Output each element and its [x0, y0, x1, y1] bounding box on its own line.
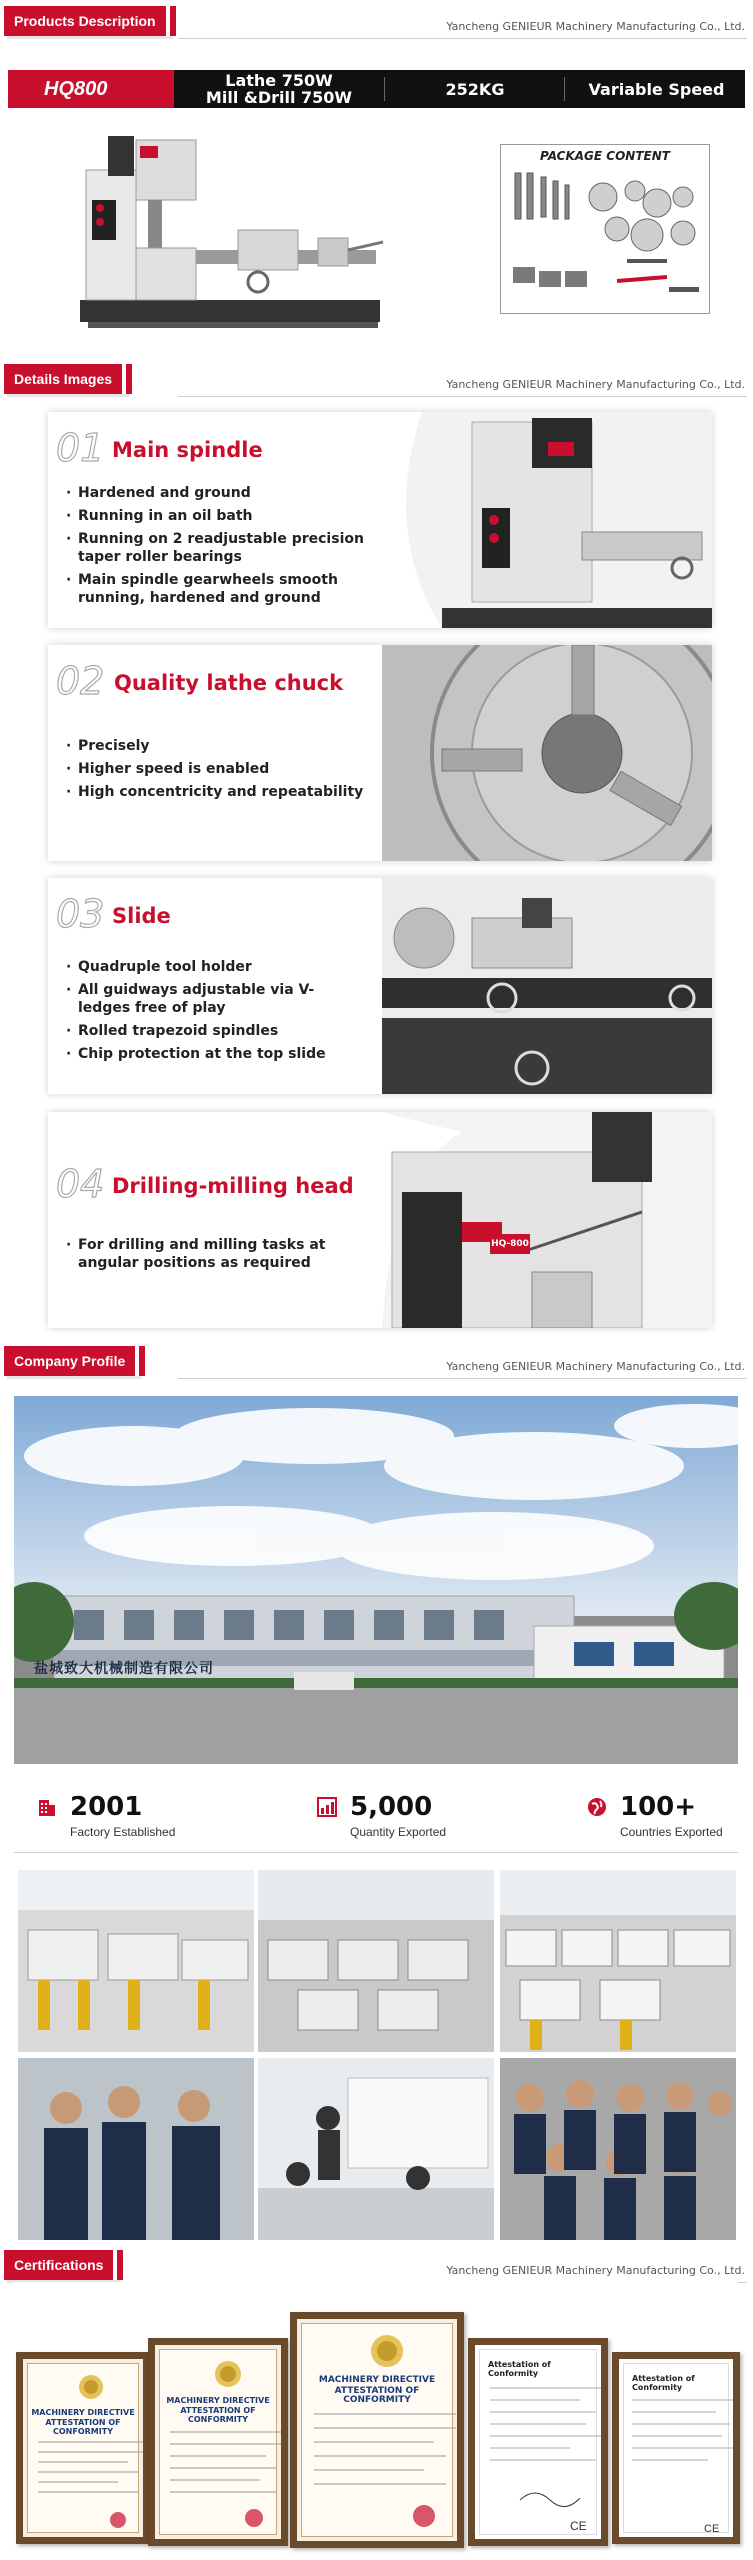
certificate	[612, 2352, 740, 2544]
card-title: Quality lathe chuck	[114, 671, 344, 695]
stat-value: 100+	[620, 1792, 697, 1822]
mill-power: Mill &Drill 750W	[205, 88, 353, 107]
section-title: Certifications	[4, 2250, 117, 2280]
team-photo	[500, 2058, 736, 2240]
certificate	[468, 2338, 608, 2546]
list-item: · Higher speed is enabled	[66, 760, 366, 778]
card-number: 01	[56, 426, 105, 470]
card-number: 04	[56, 1162, 105, 1206]
list-item: · Main spindle gearwheels smooth running, hardened and ground	[66, 571, 366, 607]
list-item: · Quadruple tool holder	[66, 958, 366, 976]
section-title: Products Description	[4, 6, 170, 36]
feature-list	[66, 1236, 366, 1277]
section-title: Company Profile	[4, 1346, 139, 1376]
weight-spec: 252KG	[445, 79, 505, 99]
machine-badge: HQ-800	[490, 1234, 530, 1254]
detail-card-slide	[48, 878, 712, 1094]
list-item: · Rolled trapezoid spindles	[66, 1022, 366, 1040]
section-header-details	[0, 364, 753, 398]
spec-banner	[8, 70, 745, 108]
cert-seal-icon	[212, 2358, 244, 2390]
stat-label: Factory Established	[70, 1825, 176, 1839]
company-tagline: Yancheng GENIEUR Machinery Manufacturing Co., Ltd.	[446, 378, 745, 391]
workshop-photo	[258, 1870, 494, 2052]
team-photo	[18, 2058, 254, 2240]
certificate-title: MACHINERY DIRECTIVE	[318, 2375, 436, 2385]
divider	[178, 38, 747, 39]
card-number: 03	[56, 892, 105, 936]
card-number: 02	[56, 659, 105, 703]
divider	[564, 77, 565, 101]
divider	[384, 77, 385, 101]
certificate-subtitle: ATTESTATION OF CONFORMITY	[180, 2406, 256, 2424]
ce-mark-icon: CE	[570, 2519, 587, 2533]
company-tagline: Yancheng GENIEUR Machinery Manufacturing Co., Ltd.	[446, 1360, 745, 1373]
company-tagline: Yancheng GENIEUR Machinery Manufacturing Co., Ltd.	[446, 2264, 745, 2277]
list-item: · All guidways adjustable via V-ledges free of play	[66, 981, 366, 1017]
detail-card-lathe-chuck	[48, 645, 712, 861]
section-header-products	[0, 6, 753, 40]
workshop-photo	[18, 1870, 254, 2052]
list-item: · Hardened and ground	[66, 484, 366, 502]
certificate	[16, 2352, 150, 2544]
chart-icon	[316, 1796, 338, 1818]
package-title: PACKAGE CONTENT	[540, 149, 670, 163]
detail-card-main-spindle	[48, 412, 712, 628]
list-item: · Chip protection at the top slide	[66, 1045, 366, 1063]
list-item: · High concentricity and repeatability	[66, 783, 366, 801]
divider	[178, 396, 747, 397]
list-item: · Precisely	[66, 737, 366, 755]
package-content-panel	[500, 144, 710, 314]
chuck-image	[382, 645, 712, 861]
spindle-image	[382, 412, 712, 628]
slide-image	[382, 878, 712, 1094]
feature-list	[66, 958, 366, 1068]
company-tagline: Yancheng GENIEUR Machinery Manufacturing Co., Ltd.	[446, 20, 745, 33]
divider	[178, 1378, 747, 1379]
factory-sign: 盐城致大机械制造有限公司	[34, 1661, 214, 1677]
accessories-icon	[507, 167, 703, 309]
detail-card-drilling-head	[48, 1112, 712, 1328]
section-header-company	[0, 1346, 753, 1380]
list-item: · Running in an oil bath	[66, 507, 366, 525]
meeting-photo	[258, 2058, 494, 2240]
certificate-subtitle: ATTESTATION OF CONFORMITY	[45, 2418, 121, 2436]
stat-value: 5,000	[350, 1792, 433, 1822]
stat-value: 2001	[70, 1792, 143, 1822]
speed-spec: Variable Speed	[588, 79, 725, 99]
power-spec	[180, 70, 378, 108]
globe-icon	[586, 1796, 608, 1818]
certificate	[290, 2312, 464, 2548]
cert-seal-icon	[368, 2332, 406, 2370]
card-title: Main spindle	[112, 438, 263, 462]
stat-label: Countries Exported	[620, 1825, 723, 1839]
factory-photo	[14, 1396, 738, 1764]
certificate	[148, 2338, 288, 2546]
card-title: Slide	[112, 904, 171, 928]
section-header-certifications	[0, 2250, 753, 2284]
stat-label: Quantity Exported	[350, 1825, 447, 1839]
workshop-photo	[500, 1870, 736, 2052]
certificate-title: Attestation of Conformity	[632, 2374, 695, 2392]
divider	[14, 1852, 738, 1853]
drilling-head-image	[382, 1112, 712, 1328]
ce-mark-icon: CE	[704, 2523, 720, 2535]
machine-image	[78, 130, 398, 335]
certificate-title: MACHINERY DIRECTIVE	[31, 2408, 135, 2417]
card-title: Drilling-milling head	[112, 1174, 354, 1198]
model-label: HQ800	[8, 70, 174, 108]
list-item: · For drilling and milling tasks at angular positions as required	[66, 1236, 366, 1272]
certificate-title: MACHINERY DIRECTIVE	[166, 2396, 270, 2405]
section-title: Details Images	[4, 364, 126, 394]
cert-seal-icon	[76, 2372, 106, 2402]
feature-list	[66, 484, 366, 612]
list-item: · Running on 2 readjustable precision taper roller bearings	[66, 530, 366, 566]
certificate-subtitle: ATTESTATION OF CONFORMITY	[334, 2386, 420, 2405]
feature-list	[66, 737, 366, 806]
building-icon	[36, 1796, 58, 1818]
lathe-power: Lathe 750W	[225, 71, 333, 90]
certificate-title: Attestation of Conformity	[488, 2360, 551, 2378]
